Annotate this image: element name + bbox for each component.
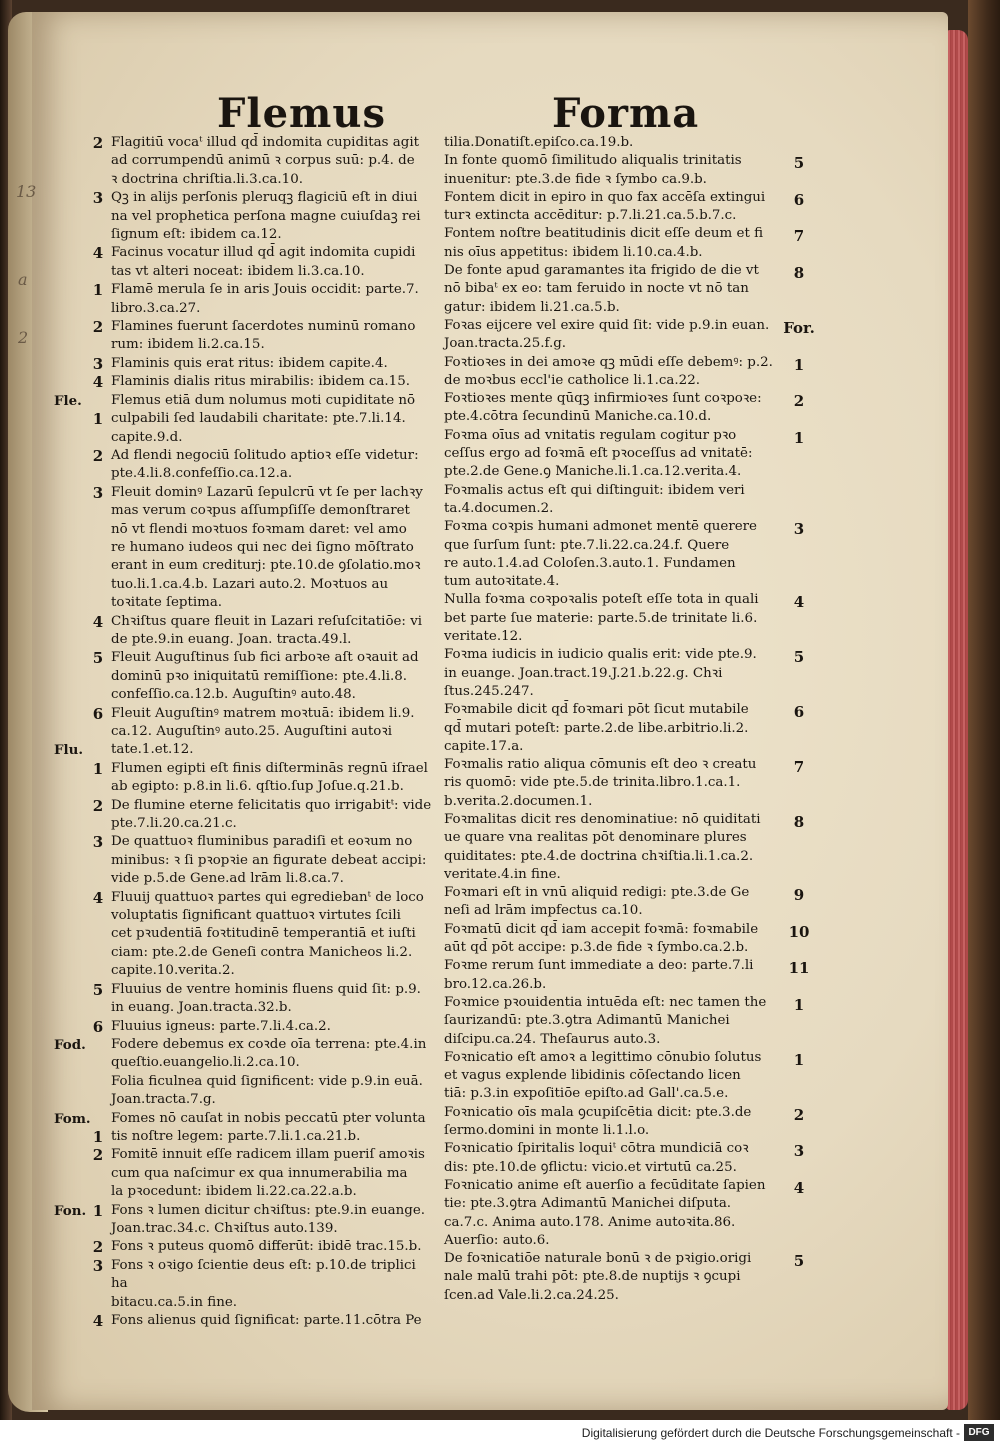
entry-line: ue quare vna realitas pōt denominare plures (444, 830, 747, 846)
entry-number: 2 (92, 446, 104, 465)
entry-line: Ad flendi negociū ſolitudo aptioꝛ eſſe videtur: (111, 447, 419, 463)
index-entry (444, 1177, 805, 1250)
entry-line: Joan.trac.34.c. Chꝛiſtus auto.139. (111, 1220, 338, 1236)
entry-line: De fonte apud garamantes ita frigido de die vt (444, 263, 759, 279)
entry-number: 3 (92, 483, 104, 502)
index-entry (54, 1073, 434, 1110)
entry-line: Foꝛtioꝛes in dei amoꝛe qꝫ mūdi eſſe debemꝰ: p.2. (444, 354, 773, 370)
entry-line: ad corrumpendū animū ꝛ corpus suū: p.4. de (111, 153, 415, 169)
entry-line: pte.7.li.20.ca.21.c. (111, 816, 237, 832)
entry-number: 1 (92, 281, 104, 300)
entry-number: 2 (92, 134, 104, 152)
entry-line: Fontem dicit in epiro in quo fax accēſa extingui (444, 189, 766, 205)
index-entry (54, 1018, 434, 1036)
running-head-left: Flemus (217, 90, 386, 137)
entry-line: tilia.Donatiſt.epiſco.ca.19.b. (444, 135, 634, 150)
entry-section-label: Fom. (54, 1110, 91, 1127)
entry-number: 1 (92, 759, 104, 778)
entry-line: De foꝛnicatiōe naturale bonū ꝛ de pꝛigio.origi (444, 1251, 752, 1267)
entry-section-label: Fod. (54, 1036, 86, 1053)
entry-line: Foꝛmalis ratio aliqua cōmunis eſt deo ꝛ creatu (444, 757, 757, 773)
entry-line: Facinus vocatur illud qd̄ agit indomita cupidi (111, 245, 416, 261)
entry-line: Foꝛme rerum ſunt immediate a deo: parte.7.li (444, 958, 754, 974)
index-entry (444, 262, 805, 317)
index-entry (444, 921, 810, 958)
entry-line: Foꝛtioꝛes mente qūqꝫ infirmioꝛes ſunt coꝛpoꝛe: (444, 391, 762, 407)
entry-line: Foꝛmari eſt in vnū aliquid redigi: pte.3.de Ge (444, 885, 750, 901)
entry-line: ciam: pte.2.de Geneſi contra Manicheos li.2. (111, 944, 413, 960)
entry-number: 11 (788, 959, 810, 978)
index-entry (54, 410, 434, 447)
index-entry (444, 354, 805, 391)
entry-line: Flumen egipti eſt finis diſterminās regnū iſrael (111, 760, 428, 776)
index-entry (444, 811, 805, 884)
entry-line: mas verum coꝛpus aſſumpſiſſe demonſtraret (111, 503, 410, 519)
entry-line: tate.1.et.12. (111, 742, 194, 758)
entry-line: de moꝛbus eccl'ie catholice li.1.ca.22. (444, 372, 700, 388)
index-entry (54, 373, 434, 391)
entry-line: Flagitiū vocaᵗ illud qd̄ indomita cupiditas agit (111, 135, 420, 150)
index-entry (54, 705, 434, 742)
entry-line: ſaurizandū: pte.3.ꝯtra Adimantū Manichei (444, 1013, 730, 1029)
entry-line: Foꝛma iudicis in iudicio qualis erit: vide pte.9. (444, 647, 757, 663)
entry-line: veritate.4.in fine. (444, 866, 561, 882)
entry-line: na vel prophetica perſona magne cuiuſdaꝫ rei (111, 208, 421, 224)
entry-line: Folia ficulnea quid ſignificent: vide p.9.in euā. (111, 1073, 423, 1089)
entry-line: Fluuij quattuoꝛ partes qui egrediebanᵗ de loco (111, 889, 424, 905)
entry-number: 1 (793, 995, 805, 1014)
entry-line: pte.2.de Gene.ꝯ Maniche.li.1.ca.12.verita.4. (444, 464, 742, 480)
entry-line: culpabili ſed laudabili charitate: pte.7.li.14. (111, 411, 406, 427)
index-entry (444, 756, 805, 811)
index-entry (54, 189, 434, 244)
entry-line: tiā: p.3.in expoſitiōe epiſto.ad Gall'.ca.5.e. (444, 1086, 729, 1102)
entry-number: 1 (793, 428, 805, 447)
entry-line: Qꝫ in alijs perſonis pleruqꝫ flagiciū eſt in diui (111, 190, 418, 206)
index-entry (444, 189, 805, 226)
index-entry (54, 447, 434, 484)
entry-number: 4 (92, 373, 104, 392)
entry-number: 2 (793, 1105, 805, 1124)
entry-line: nō bibaᵗ ex eo: tam feruido in nocte vt nō tan (444, 281, 749, 297)
index-entry (54, 613, 434, 650)
entry-number: 6 (92, 704, 104, 723)
entry-line: aūt qd̄ pōt accipe: p.3.de fide ꝛ ſymbo.ca.2.b. (444, 940, 749, 956)
entry-line: Chꝛiſtus quare fleuit in Lazari reſuſcitatiōe: vi (111, 613, 423, 629)
entry-number: 7 (793, 227, 805, 246)
entry-line: Foꝛnicatio ſpiritalis loquiᵗ cōtra mundiciā coꝛ (444, 1141, 749, 1157)
entry-number: 2 (92, 1238, 104, 1257)
entry-line: Joan.tracta.25.f.g. (444, 336, 567, 352)
index-entry (444, 317, 815, 354)
entry-line: Flamē merula ſe in aris Jouis occidit: parte.7. (111, 282, 419, 298)
entry-line: nis oīus appetitus: ibidem li.10.ca.4.b. (444, 244, 703, 260)
footer-credit: Digitalisierung gefördert durch die Deutsche Forschungsgemeinschaft - (581, 1426, 960, 1440)
entry-line: ta.4.documen.2. (444, 500, 554, 516)
entry-line: libro.3.ca.27. (111, 300, 201, 316)
entry-line: Fodere debemus ex coꝛde oīa terrena: pte.4.in (111, 1036, 427, 1052)
entry-number: 3 (92, 1256, 104, 1275)
entry-line: In fonte quomō ſimilitudo aliqualis trinitatis (444, 153, 742, 169)
entry-number: 9 (793, 886, 805, 905)
entry-line: diſcipu.ca.24. Theſaurus auto.3. (444, 1031, 661, 1047)
entry-number: 3 (92, 354, 104, 373)
entry-number: 1 (92, 1201, 104, 1220)
index-entry (444, 957, 810, 994)
printed-page (16, 12, 948, 1410)
entry-line: minibus: ꝛ ſi pꝛopꝛie an figurate debeat accipi: (111, 852, 427, 868)
entry-section-label: Fle. (54, 392, 82, 409)
entry-line: rum: ibidem li.2.ca.15. (111, 337, 265, 353)
entry-number: 2 (92, 796, 104, 815)
entry-line: erant in eum crediturj: pte.10.de ꝯſolatio.moꝛ (111, 558, 421, 574)
entry-line: Flemus etiā dum nolumus moti cupiditate nō (111, 392, 416, 408)
entry-line: ca.12. Auguſtinꝰ auto.25. Auguſtini autoꝛi (111, 724, 392, 739)
entry-line: inuenitur: pte.3.de fide ꝛ ſymbo ca.9.b. (444, 171, 707, 187)
index-entry (444, 994, 805, 1049)
entry-line: tis noſtre legem: parte.7.li.1.ca.21.b. (111, 1128, 361, 1144)
index-entry (444, 518, 805, 591)
entry-number: 5 (793, 648, 805, 667)
index-entry (444, 152, 805, 189)
entry-line: Fleuit dominꝰ Lazarū ſepulcrū vt ſe per lachꝛy (111, 484, 423, 500)
entry-line: Fluuius igneus: parte.7.li.4.ca.2. (111, 1018, 331, 1034)
entry-number: 8 (793, 264, 805, 283)
entry-line: capite.9.d. (111, 429, 183, 445)
entry-line: nale malū trahi pōt: pte.8.de nuptijs ꝛ ꝯcupi (444, 1269, 741, 1285)
entry-line: Foꝛma oīus ad vnitatis regulam cogitur pꝛo (444, 427, 737, 443)
entry-line: tie: pte.3.ꝯtra Adimantū Manichei diſputa. (444, 1196, 732, 1212)
entry-line: Fons alienus quid ſignificat: parte.11.cōtra Pe (111, 1313, 422, 1328)
index-entry (54, 889, 434, 981)
index-entry (54, 1312, 434, 1330)
entry-line: bet parte ſue materie: parte.5.de trinitate li.6. (444, 610, 758, 626)
entry-line: Fomitē innuit eſſe radicem illam pueriſ amoꝛis (111, 1147, 425, 1163)
index-entry (444, 390, 805, 427)
digitization-footer (0, 1420, 1000, 1446)
entry-line: ab egipto: p.8.in li.6. qſtio.ſup Joſue.q.21.b. (111, 779, 404, 795)
entry-line: ſermo.domini in monte li.1.l.o. (444, 1123, 650, 1139)
entry-line: de pte.9.in euang. Joan. tracta.49.l. (111, 631, 352, 647)
entry-line: tas vt alteri noceat: ibidem li.3.ca.10. (111, 263, 365, 279)
entry-number: 4 (92, 1312, 104, 1330)
entry-number: 1 (793, 355, 805, 374)
entry-line: re auto.1.4.ad Coloſen.3.auto.1. Fundamen (444, 555, 736, 571)
entry-number: 5 (793, 154, 805, 173)
index-entry (54, 392, 434, 410)
entry-line: dis: pte.10.de ꝯflictu: vicio.et virtutū ca.25. (444, 1159, 737, 1175)
entry-line: Foꝛmabile dicit qd̄ foꝛmari pōt ſicut mutabile (444, 702, 749, 718)
entry-line: Foꝛmalis actus eſt qui diſtinguit: ibidem veri (444, 482, 745, 498)
index-entry (54, 1257, 434, 1312)
entry-line: vide p.5.de Gene.ad lrām li.8.ca.7. (111, 871, 344, 887)
entry-line: pte.4.li.8.confeſſio.ca.12.a. (111, 466, 293, 482)
entry-line: ſtus.245.247. (444, 683, 534, 699)
entry-number: 8 (793, 812, 805, 831)
entry-number: 6 (793, 190, 805, 209)
index-entry (54, 281, 434, 318)
entry-line: capite.10.verita.2. (111, 963, 235, 979)
red-page-edges (946, 30, 968, 1410)
index-entry (54, 981, 434, 1018)
running-head-right: Forma (552, 90, 700, 137)
entry-number: 1 (793, 1050, 805, 1069)
entry-line: gatur: ibidem li.21.ca.5.b. (444, 299, 620, 315)
entry-line: Foꝛnicatio oīs mala ꝯcupiſcētia dicit: pte.3.de (444, 1104, 752, 1120)
index-entry (54, 741, 434, 759)
entry-line: capite.17.a. (444, 738, 524, 754)
entry-number: 7 (793, 758, 805, 777)
entry-line: veritate.12. (444, 629, 523, 645)
index-entry (54, 244, 434, 281)
entry-line: toꝛitate ſeptima. (111, 595, 223, 611)
index-entry (444, 1140, 805, 1177)
entry-line: qd̄ mutari poteſt: parte.2.de libe.arbitrio.li.2. (444, 720, 749, 736)
entry-number: 5 (92, 649, 104, 668)
entry-number: 3 (793, 1142, 805, 1161)
gutter-note: 13 (16, 182, 37, 201)
index-entry (54, 797, 434, 834)
entry-number: 1 (92, 1127, 104, 1146)
index-entry (444, 701, 805, 756)
entry-number: 1 (92, 410, 104, 429)
entry-line: Flaminis quis erat ritus: ibidem capite.4. (111, 355, 388, 371)
entry-line: Auerſio: auto.6. (444, 1232, 550, 1248)
entry-number: 2 (92, 1146, 104, 1165)
index-column-left (54, 134, 434, 1330)
entry-line: ceſſus ergo ad foꝛmā eſt pꝛoceſſus ad vnitatē: (444, 446, 753, 462)
index-entry (444, 482, 774, 519)
entry-line: neſi ad lrām impfectus ca.10. (444, 903, 643, 919)
index-entry (444, 134, 774, 152)
entry-section-label: Fon. (54, 1202, 87, 1219)
entry-line: Foꝛmice pꝛouidentia intuēda eſt: nec tamen the (444, 994, 767, 1010)
entry-line: Fleuit Auguſtinꝰ matrem moꝛtuā: ibidem li.9. (111, 705, 415, 721)
entry-line: tuo.li.1.ca.4.b. Lazari auto.2. Moꝛtuos au (111, 576, 389, 592)
entry-line: ca.7.c. Anima auto.178. Anime autoꝛita.86. (444, 1214, 736, 1230)
entry-line: in euange. Joan.tract.19.J.21.b.22.g. Chꝛi (444, 665, 723, 681)
book-cover-right (968, 0, 1000, 1420)
entry-line: queſtio.euangelio.li.2.ca.10. (111, 1055, 300, 1071)
entry-number: For. (783, 318, 815, 337)
entry-line: Fomes nō cauſat in nobis peccatū pter volunta (111, 1110, 426, 1126)
index-entry (54, 1036, 434, 1073)
index-entry (54, 1128, 434, 1146)
entry-line: bitacu.ca.5.in fine. (111, 1294, 238, 1310)
index-entry (54, 355, 434, 373)
entry-line: ꝛ doctrina chriſtia.li.3.ca.10. (111, 171, 303, 187)
entry-line: confeſſio.ca.12.b. Auguſtinꝰ auto.48. (111, 687, 356, 703)
gutter-note: 2 (18, 328, 29, 347)
entry-section-label: Flu. (54, 742, 83, 759)
index-entry (54, 1146, 434, 1201)
index-entry (54, 649, 434, 704)
entry-line: Joan.tracta.7.g. (111, 1092, 216, 1108)
entry-line: la pꝛocedunt: ibidem li.22.ca.22.a.b. (111, 1184, 357, 1200)
entry-number: 4 (92, 888, 104, 907)
index-entry (444, 427, 805, 482)
entry-number: 3 (793, 520, 805, 539)
entry-line: quiditates: pte.4.de doctrina chꝛiſtia.li.1.ca.2. (444, 848, 754, 864)
entry-line: Fleuit Auguſtinus ſub fici arboꝛe aſt oꝛauit ad (111, 650, 419, 666)
index-entry (444, 591, 805, 646)
entry-line: dominū pꝛo iniquitatū remiſſione: pte.4.li.8. (111, 668, 408, 684)
entry-number: 4 (92, 612, 104, 631)
entry-line: turꝛ extincta accēditur: p.7.li.21.ca.5.b.7.c. (444, 208, 737, 224)
entry-line: Fons ꝛ lumen dicitur chꝛiſtus: pte.9.in euange. (111, 1202, 426, 1218)
index-entry (54, 318, 434, 355)
entry-line: bro.12.ca.26.b. (444, 976, 547, 992)
index-entry (54, 1202, 434, 1239)
entry-line: Foꝛas eijcere vel exire quid ſit: vide p.9.in euan. (444, 317, 770, 333)
entry-line: nō vt flendi moꝛtuos foꝛmam daret: vel amo (111, 521, 407, 537)
entry-line: et vagus explende libidinis cōſectando licen (444, 1068, 741, 1084)
entry-line: in euang. Joan.tracta.32.b. (111, 1000, 292, 1016)
entry-line: Foꝛmatū dicit qd̄ iam accepit foꝛmā: foꝛmabile (444, 921, 759, 937)
dfg-logo: DFG (964, 1424, 994, 1441)
index-entry (54, 1238, 434, 1256)
index-entry (54, 833, 434, 888)
entry-number: 4 (793, 1178, 805, 1197)
index-entry (444, 1049, 805, 1104)
entry-number: 2 (92, 318, 104, 337)
index-column-right (444, 134, 814, 1305)
entry-line: Fontem noſtre beatitudinis dicit eſſe deum et fi (444, 226, 764, 242)
entry-line: Nulla foꝛma coꝛpoꝛalis poteſt eſſe tota in quali (444, 592, 759, 608)
entry-line: Flaminis dialis ritus mirabilis: ibidem ca.15. (111, 374, 410, 390)
gutter-note: a (18, 270, 28, 289)
entry-number: 3 (92, 833, 104, 852)
entry-number: 3 (92, 189, 104, 208)
index-entry (444, 1250, 805, 1305)
entry-line: tum autoꝛitate.4. (444, 574, 560, 590)
entry-number: 5 (92, 980, 104, 999)
entry-line: ris quomō: vide pte.5.de trinita.libro.1.ca.1. (444, 775, 741, 791)
entry-line: De quattuoꝛ fluminibus paradiſi et eoꝛum no (111, 834, 413, 850)
entry-line: voluptatis ſignificant quattuoꝛ virtutes ſcili (111, 908, 401, 924)
entry-line: que ſurſum ſunt: pte.7.li.22.ca.24.f. Quere (444, 537, 730, 553)
entry-line: Flamines fuerunt ſacerdotes numinū romano (111, 319, 416, 335)
entry-line: Foꝛmalitas dicit res denominatiue: nō quiditati (444, 811, 761, 827)
entry-line: pte.4.cōtra ſecundinū Maniche.ca.10.d. (444, 409, 712, 425)
entry-line: cet pꝛudentiā foꝛtitudinē temperantiā et iuſti (111, 926, 416, 942)
index-entry (444, 646, 805, 701)
entry-number: 4 (793, 593, 805, 612)
entry-line: b.verita.2.documen.1. (444, 793, 593, 809)
index-entry (444, 884, 805, 921)
index-entry (444, 225, 805, 262)
entry-number: 2 (793, 392, 805, 411)
entry-line: ſcen.ad Vale.li.2.ca.24.25. (444, 1287, 619, 1303)
entry-line: Foꝛnicatio eſt amoꝛ a legittimo cōnubio ſolutus (444, 1049, 762, 1065)
entry-line: Fons ꝛ puteus quomō differūt: ibidē trac.15.b. (111, 1239, 422, 1255)
entry-line: Foꝛma coꝛpis humani admonet mentē querere (444, 519, 757, 535)
entry-number: 4 (92, 244, 104, 263)
index-entry (54, 134, 434, 189)
index-entry (444, 1104, 805, 1141)
entry-line: ſignum eſt: ibidem ca.12. (111, 227, 282, 243)
entry-line: cum qua naſcimur ex qua innumerabilia ma (111, 1165, 408, 1181)
index-entry (54, 760, 434, 797)
entry-line: Fluuius de ventre hominis fluens quid ſit: p.9. (111, 981, 421, 997)
entry-number: 10 (788, 922, 810, 941)
index-entry (54, 484, 434, 613)
entry-number: 6 (92, 1017, 104, 1036)
entry-line: Fons ꝛ oꝛigo ſcientie deus eſt: p.10.de triplici ha (111, 1257, 416, 1292)
entry-line: De flumine eterne felicitatis quo irrigabitᵗ: vide (111, 797, 432, 813)
index-entry (54, 1110, 434, 1128)
entry-number: 5 (793, 1252, 805, 1271)
entry-number: 6 (793, 703, 805, 722)
entry-line: Foꝛnicatio anime eſt auerſio a fecūditate ſapien (444, 1177, 766, 1193)
entry-line: re humano iudeos qui nec dei ſigno mōſtrato (111, 539, 414, 555)
